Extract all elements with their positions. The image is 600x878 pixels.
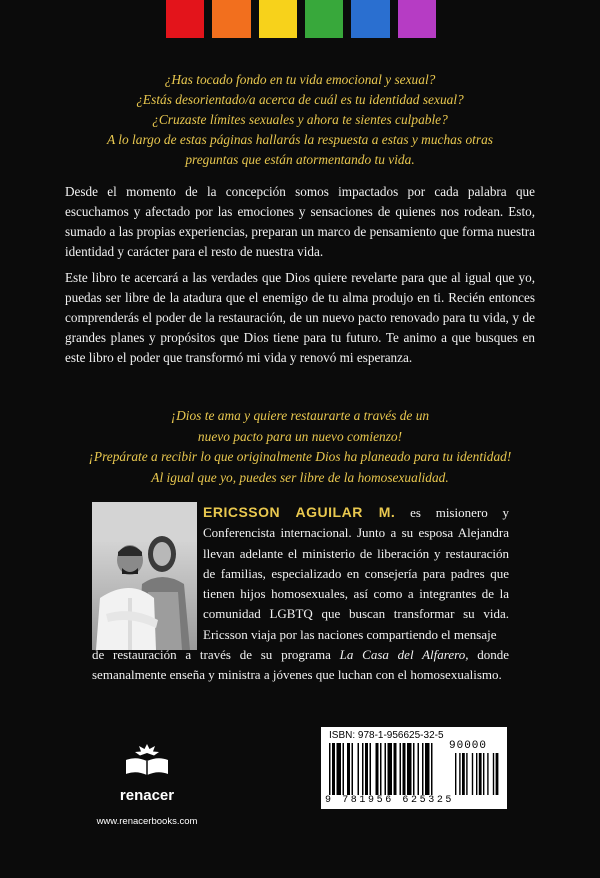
publisher-url: www.renacerbooks.com — [96, 816, 198, 827]
open-book-icon — [122, 740, 172, 780]
question-line: preguntas que están atormentando tu vida. — [185, 152, 415, 167]
barcode-bars — [329, 743, 501, 795]
question-line: ¿Estás desorientado/a acerca de cuál es tu identidad sexual? — [136, 92, 464, 107]
stripe-blue — [351, 0, 389, 38]
author-bio-text: de restauración a través de su programa — [92, 647, 340, 662]
closing-line: ¡Dios te ama y quiere restaurarte a través de un — [170, 408, 430, 423]
intro-questions — [40, 70, 560, 170]
closing-message — [40, 406, 560, 488]
barcode-digits: 9 781956 625325 — [325, 795, 455, 806]
isbn-label: ISBN: 978-1-956625-32-5 — [329, 730, 444, 741]
author-photo-illustration — [92, 502, 197, 650]
author-name: ERICSSON AGUILAR M. — [203, 504, 396, 520]
author-bio-continued — [92, 645, 509, 686]
closing-line: Al igual que yo, puedes ser libre de la homosexualidad. — [151, 469, 449, 485]
question-line: ¿Cruzaste límites sexuales y ahora te sientes culpable? — [152, 112, 448, 127]
author-bio — [203, 502, 509, 645]
body-paragraph-1: Desde el momento de la concepción somos impactados por cada palabra que escuchamos y afectado por las emociones y sensaciones de quienes nos rodean. Esto, sumado a las propias experiencias, preparan un marco de pensamiento que forma nuestra identidad y carácter para el resto de nuestra vida. — [65, 184, 535, 259]
closing-line: ¡Prepárate a recibir lo que originalmente Dios ha planeado para tu identidad! — [88, 449, 512, 464]
author-bio-text: , donde semanalmente enseña y ministra a jóvenes que luchan con el homosexualismo. — [92, 647, 509, 683]
author-bio-text: es misionero y Conferencista internacional. Junto a su esposa Alejandra llevan adelante el ministerio de liberación y restauración de familias, especializado en consejería para padres que tienen hijos homosexuales, así como a integrantes de la comunidad LGBTQ que buscan transformar su vida. Ericsson viaja por las naciones compartiendo el mensaje — [203, 505, 509, 642]
stripe-red — [166, 0, 204, 38]
program-name: La Casa del Alfarero — [339, 647, 466, 662]
stripe-yellow — [259, 0, 297, 38]
stripe-orange — [212, 0, 250, 38]
question-line: A lo largo de estas páginas hallarás la respuesta a estas y muchas otras — [107, 132, 493, 147]
body-paragraph-2: Este libro te acercará a las verdades que Dios quiere revelarte para que al igual que yo, puedas ser libre de la atadura que el enemigo de tu alma produjo en ti. Recién entonces comprenderás el poder de la restauración, de un nuevo pacto renovado para tu vida, y de grandes planes y propósitos que Dios tiene para tu futuro. Te animo a que busques en este libro el poder que transformó mi vida y renovó mi esperanza. — [65, 270, 535, 365]
publisher-logo — [92, 740, 202, 827]
question-line: ¿Has tocado fondo en tu vida emocional y sexual? — [164, 72, 436, 87]
closing-line: nuevo pacto para un nuevo comienzo! — [197, 428, 403, 444]
stripe-green — [305, 0, 343, 38]
barcode-box — [321, 727, 507, 809]
author-photo — [92, 502, 197, 650]
rainbow-stripes — [166, 0, 436, 38]
price-code: 90000 — [449, 740, 488, 752]
publisher-name: renacer — [119, 787, 175, 804]
stripe-purple — [398, 0, 436, 38]
